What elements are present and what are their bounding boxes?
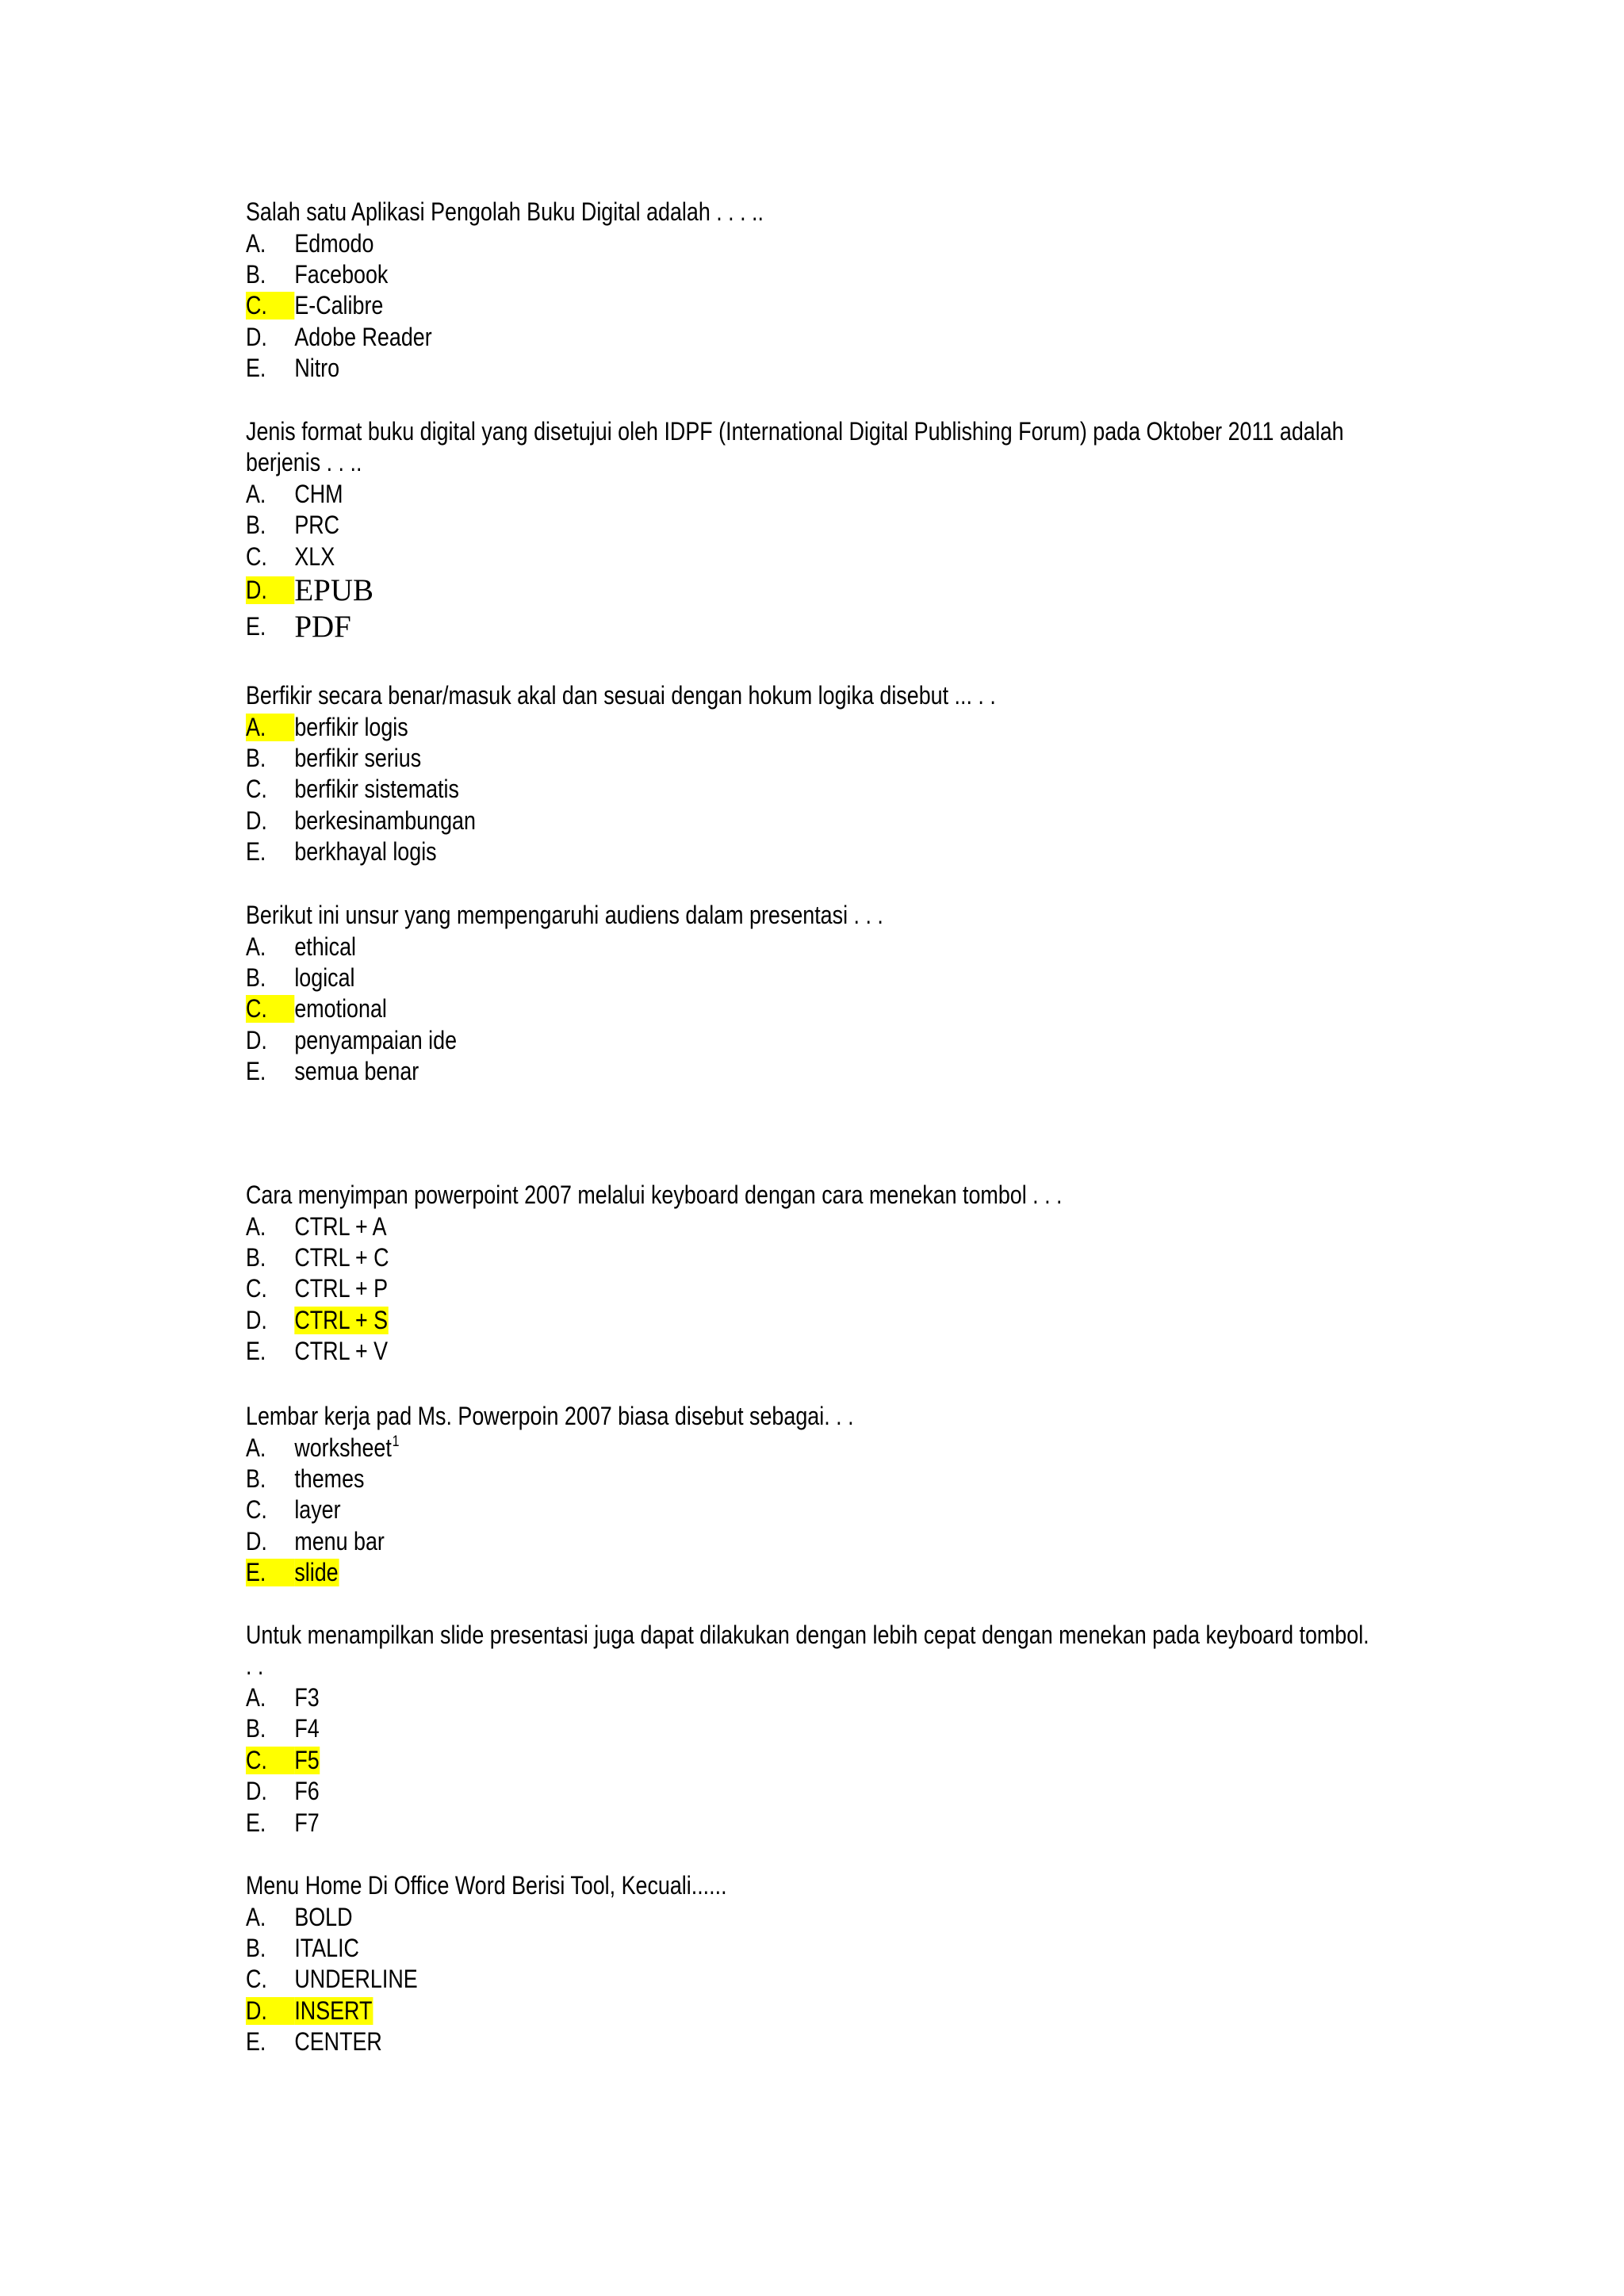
option-text: logical [294,962,355,992]
option-letter: A. [246,228,266,258]
option-letter: E. [246,1808,266,1837]
option-e [246,1807,1445,1838]
question-text: Jenis format buku digital yang disetujui oleh IDPF (International Digital Publishing Forum) pada Oktober 2011 adalah [246,417,1344,446]
option-text: XLX [294,541,335,571]
option-letter: D. [246,806,267,835]
option-text: Nitro [294,354,340,383]
question-text: Menu Home Di Office Word Berisi Tool, Kecuali...... [246,1871,727,1900]
option-letter: E. [246,354,266,383]
option-text: CENTER [294,2027,382,2057]
option-letter: E. [246,1559,294,1586]
option-text: semua benar [294,1057,419,1086]
option-text: slide [294,1558,339,1587]
option-text: penyampaian ide [294,1025,458,1054]
option-a [246,1901,1445,1932]
option-b [246,1464,1445,1494]
question-1 [246,197,1445,384]
option-c [246,1964,1445,1995]
option-b [246,1713,1445,1744]
option-text: CTRL + A [294,1211,387,1241]
option-text: themes [294,1464,365,1493]
option-text: berfikir logis [294,712,408,741]
question-6 [246,1401,1445,1588]
option-c [246,1745,1445,1776]
option-c [246,993,1445,1024]
option-text: F6 [294,1777,320,1806]
question-2 [246,416,1445,645]
option-a [246,479,1445,510]
option-text: INSERT [294,1996,373,2025]
option-c [246,774,1445,805]
option-letter: E. [246,837,266,867]
option-letter: E. [246,1057,266,1086]
option-text: berfikir sistematis [294,775,459,804]
option-letter: B. [246,259,266,289]
option-text: menu bar [294,1526,385,1556]
option-letter: B. [246,962,266,992]
option-b [246,1242,1445,1273]
option-d [246,1526,1445,1557]
option-letter: A. [246,714,294,741]
option-text: CTRL + V [294,1337,389,1366]
option-letter: C. [246,995,294,1023]
option-text: Facebook [294,259,389,289]
question-4 [246,900,1445,1087]
question-8 [246,1870,1445,2057]
option-letter: C. [246,541,267,571]
option-b [246,962,1445,993]
option-text: EPUB [294,572,373,607]
option-text: PRC [294,511,340,540]
option-letter: B. [246,1464,266,1493]
option-e [246,609,1445,645]
option-letter: D. [246,576,294,604]
option-letter: A. [246,479,266,508]
option-letter: E. [246,1337,266,1366]
option-a [246,1432,1445,1463]
option-d [246,322,1445,353]
option-letter: D. [246,1526,267,1556]
option-text: CTRL + P [294,1274,389,1303]
option-letter: A. [246,1211,266,1241]
option-e [246,2026,1445,2057]
question-text: Berikut ini unsur yang mempengaruhi audiens dalam presentasi . . . [246,901,883,929]
option-b [246,510,1445,541]
option-d [246,1025,1445,1056]
question-text: Berfikir secara benar/masuk akal dan sesuai dengan hokum logika disebut ... . . [246,681,996,710]
question-text: Lembar kerja pad Ms. Powerpoin 2007 biasa disebut sebagai. . . [246,1402,854,1430]
option-text: CTRL + S [294,1305,389,1334]
option-text: Adobe Reader [294,322,432,351]
option-letter: A. [246,1433,266,1462]
option-text: PDF [294,609,351,644]
question-7 [246,1620,1445,1839]
question-5 [246,1180,1445,1367]
option-letter: E. [246,2027,266,2057]
option-text: worksheet [294,1433,392,1462]
option-letter: C. [246,1747,294,1774]
option-text: ITALIC [294,1933,359,1962]
question-text-continued: . . [246,1651,264,1681]
option-letter: B. [246,511,266,540]
option-letter: D. [246,1777,267,1806]
option-letter: C. [246,1274,267,1303]
option-a [246,931,1445,962]
option-text: E-Calibre [294,291,384,320]
option-letter: B. [246,743,266,772]
option-text: UNDERLINE [294,1965,418,1994]
option-c [246,541,1445,572]
option-text: berfikir serius [294,743,422,772]
option-letter: C. [246,775,267,804]
option-letter: C. [246,1965,267,1994]
option-a [246,228,1445,258]
option-text: F5 [294,1745,320,1774]
option-letter: C. [246,292,294,320]
footnote-marker: 1 [392,1433,400,1451]
option-text: CHM [294,479,343,508]
option-text: layer [294,1495,341,1525]
option-text: F4 [294,1714,320,1743]
option-letter: D. [246,322,267,351]
option-b [246,259,1445,290]
option-text: F7 [294,1808,320,1837]
option-a [246,1682,1445,1713]
option-letter: A. [246,932,266,961]
option-e [246,1056,1445,1087]
option-text: emotional [294,994,387,1024]
option-c [246,1273,1445,1304]
option-text: berkesinambungan [294,806,476,835]
question-3 [246,680,1445,867]
option-d [246,1996,1445,2026]
option-text: Edmodo [294,228,374,258]
document-body [246,0,1445,2296]
question-text: Salah satu Aplikasi Pengolah Buku Digital adalah . . . .. [246,197,764,226]
option-e [246,1557,1445,1588]
option-c [246,1494,1445,1525]
option-d [246,1776,1445,1807]
question-text: Cara menyimpan powerpoint 2007 melalui keyboard dengan cara menekan tombol . . . [246,1181,1063,1209]
option-text: BOLD [294,1902,353,1931]
option-a [246,711,1445,742]
option-d [246,572,1445,609]
option-text: F3 [294,1682,320,1712]
option-letter: A. [246,1902,266,1931]
option-b [246,1933,1445,1964]
option-text: berkhayal logis [294,837,437,867]
question-text: Untuk menampilkan slide presentasi juga dapat dilakukan dengan lebih cepat dengan menekan pada keyboard tombol. [246,1621,1369,1649]
option-letter: A. [246,1682,266,1712]
option-letter: B. [246,1933,266,1962]
option-d [246,806,1445,836]
option-d [246,1305,1445,1336]
option-letter: D. [246,1305,267,1334]
question-text-continued: berjenis . . .. [246,448,362,477]
option-a [246,1211,1445,1242]
option-letter: B. [246,1714,266,1743]
option-text: ethical [294,932,357,961]
option-letter: B. [246,1242,266,1272]
option-e [246,1336,1445,1367]
option-e [246,836,1445,867]
option-e [246,353,1445,384]
option-letter: D. [246,1997,294,2025]
option-letter: D. [246,1025,267,1054]
option-letter: C. [246,1495,267,1525]
option-letter: E. [246,612,266,641]
option-c [246,290,1445,321]
option-text: CTRL + C [294,1242,389,1272]
option-b [246,743,1445,774]
